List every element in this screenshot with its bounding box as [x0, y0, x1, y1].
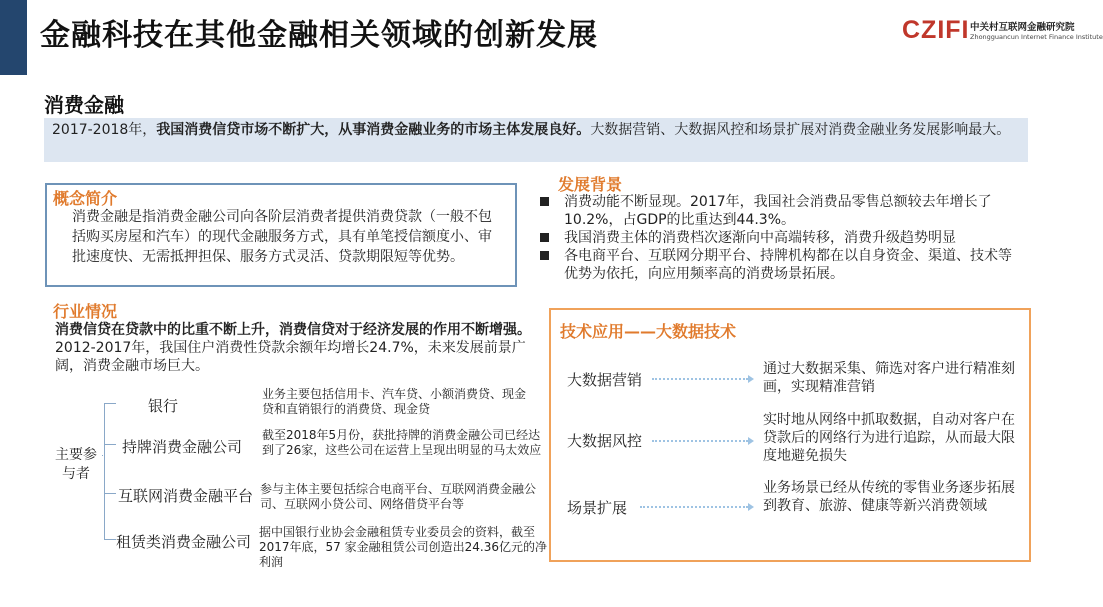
arrow-right-icon: [748, 503, 754, 511]
section-title: 消费金融: [44, 93, 124, 117]
institute-logo: [902, 16, 1103, 46]
logo-name-cn: 中关村互联网金融研究院: [970, 22, 1075, 33]
participant-licensed: 持牌消费金融公司: [122, 438, 243, 456]
background-item-text: 我国消费主体的消费档次逐渐向中高端转移，消费升级趋势明显: [564, 230, 956, 246]
background-item: [540, 229, 1020, 247]
industry-bold: 消费信贷在贷款中的比重不断上升，消费信贷对于经济发展的作用不断增强。: [55, 322, 531, 338]
participant-bank: 银行: [148, 397, 179, 415]
industry-heading: 行业情况: [53, 302, 118, 321]
participant-internet-desc: 参与主体主要包括综合电商平台、互联网消费金融公司、互联网小贷公司、网络借贷平台等: [260, 482, 537, 511]
industry-rest: 2012-2017年，我国住户消费性贷款余额年均增长24.7%，未来发展前景广阔，消费金融市场巨大。: [55, 340, 526, 374]
summary-bold: 我国消费信贷市场不断扩大，从事消费金融业务的市场主体发展良好。: [156, 122, 591, 138]
tech-desc-risk: 实时地从网络中抓取数据，自动对客户在贷款后的网络行为进行追踪，从而最大限度地避免损失: [763, 412, 1015, 464]
participant-bank-desc: 业务主要包括信用卡、汽车贷、小额消费贷、现金贷和直销银行的消费贷、现金贷: [262, 387, 527, 416]
bullet-square-icon: [540, 197, 549, 206]
tech-label-scene: 场景扩展: [567, 499, 628, 517]
participant-leasing-desc: 据中国银行业协会金融租赁专业委员会的资料，截至2017年底，57 家金融租赁公司创造出24.36亿元的净利润: [259, 525, 547, 569]
concept-heading: 概念简介: [53, 189, 118, 208]
summary-rest: 大数据营销、大数据风控和场景扩展对消费金融业务发展影响最大。: [590, 122, 1011, 138]
dotted-connector: [652, 378, 748, 380]
brace-stub: [102, 455, 103, 456]
dotted-connector: [652, 440, 748, 442]
arrow-right-icon: [748, 437, 754, 445]
brace-tick: [104, 539, 116, 540]
tech-desc-marketing: 通过大数据采集、筛选对客户进行精准刻画，实现精准营销: [763, 361, 1015, 395]
background-item-text: 各电商平台、互联网分期平台、持牌机构都在以自身资金、渠道、技术等优势为依托，向应用频率高的消费场景拓展。: [564, 248, 1012, 282]
tech-desc-scene: 业务场景已经从传统的零售业务逐步拓展到教育、旅游、健康等新兴消费领域: [763, 480, 1015, 514]
participant-licensed-desc: 截至2018年5月份，获批持牌的消费金融公司已经达到了26家，这些公司在运营上呈现出明显的马太效应: [262, 428, 542, 457]
background-heading: 发展背景: [558, 175, 623, 194]
brace-tick: [104, 444, 116, 445]
tech-label-marketing: 大数据营销: [567, 371, 643, 389]
bullet-square-icon: [540, 233, 549, 242]
background-item: [540, 193, 1020, 229]
dotted-connector: [640, 506, 748, 508]
background-list: [540, 193, 1020, 283]
concept-text: 消费金融是指消费金融公司向各阶层消费者提供消费贷款（一般不包括购买房屋和汽车）的现代金融服务方式，具有单笔授信额度小、审批速度快、无需抵押担保、服务方式灵活、贷款期限短等优势。: [72, 209, 492, 265]
background-item: [540, 247, 1020, 283]
arrow-right-icon: [748, 375, 754, 383]
title-accent-bar: [0, 0, 27, 75]
logo-mark: CZIFI: [902, 16, 970, 44]
bullet-square-icon: [540, 251, 549, 260]
brace-tick: [104, 493, 116, 494]
brace-vertical-line: [104, 403, 105, 540]
background-item-text: 消费动能不断显现。2017年，我国社会消费品零售总额较去年增长了10.2%，占GDP的比重达到44.3%。: [564, 194, 992, 228]
summary-text: [52, 121, 1027, 140]
summary-prefix: 2017-2018年，: [52, 122, 157, 138]
page-title: 金融科技在其他金融相关领域的创新发展: [40, 18, 598, 53]
industry-text: [55, 321, 545, 375]
participants-label: 主要参与者: [55, 447, 97, 482]
tech-label-risk: 大数据风控: [567, 432, 643, 450]
logo-name-en: Zhongguancun Internet Finance Institute: [970, 33, 1103, 41]
brace-tick: [104, 403, 116, 404]
participant-leasing: 租赁类消费金融公司: [116, 533, 252, 551]
participant-internet: 互联网消费金融平台: [118, 487, 254, 505]
tech-heading: 技术应用——大数据技术: [560, 322, 737, 341]
